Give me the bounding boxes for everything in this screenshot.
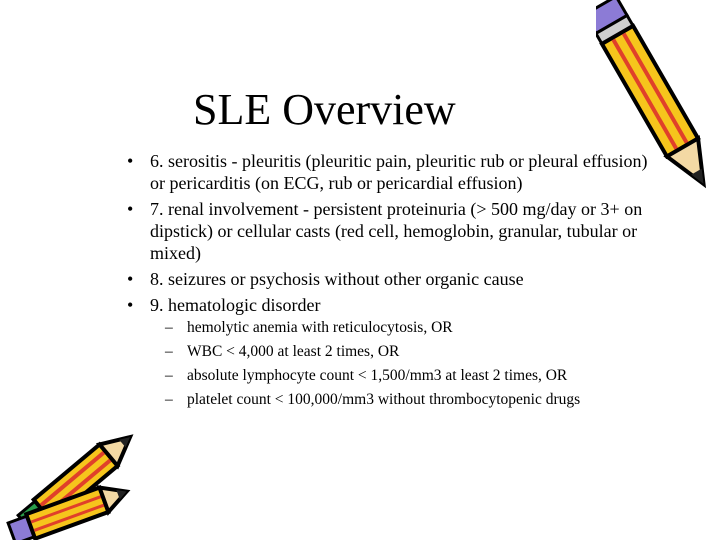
sub-bullet-text: platelet count < 100,000/mm3 without thrombocytopenic drugs xyxy=(187,391,581,408)
sub-bullet-item xyxy=(165,340,685,364)
bullet-text: 6. serositis - pleuritis (pleuritic pain, pleuritic rub or pleural effusion) or pericarditis (on ECG, rub or pericardial effusion) xyxy=(150,151,648,193)
bullet-marker: • xyxy=(127,151,134,171)
sub-bullet-text: absolute lymphocyte count < 1,500/mm3 at least 2 times, OR xyxy=(187,367,568,384)
sub-bullet-item xyxy=(165,316,685,340)
sub-bullet-item xyxy=(165,388,685,412)
slide-title: SLE Overview xyxy=(193,85,456,134)
bullet-item xyxy=(127,268,667,290)
bullet-item xyxy=(127,294,667,316)
bullet-item xyxy=(127,198,667,264)
pencil-icon-bottom-left xyxy=(0,425,150,540)
bullet-text: 8. seizures or psychosis without other organic cause xyxy=(150,269,524,289)
bullet-marker: • xyxy=(127,199,134,219)
dash-marker: – xyxy=(165,391,173,408)
dash-marker: – xyxy=(165,343,173,360)
bullet-item xyxy=(127,150,667,194)
sub-bullet-text: hemolytic anemia with reticulocytosis, OR xyxy=(187,319,453,336)
bullet-text: 7. renal involvement - persistent proteinuria (> 500 mg/day or 3+ on dipstick) or cellular casts (red cell, hemoglobin, granular, tubular or mixed) xyxy=(150,199,643,263)
bullet-list xyxy=(127,150,667,320)
bullet-marker: • xyxy=(127,295,134,315)
dash-marker: – xyxy=(165,319,173,336)
sub-bullet-text: WBC < 4,000 at least 2 times, OR xyxy=(187,343,400,360)
bullet-marker: • xyxy=(127,269,134,289)
dash-marker: – xyxy=(165,367,173,384)
sub-bullet-item xyxy=(165,364,685,388)
bullet-text: 9. hematologic disorder xyxy=(150,295,321,315)
sub-bullet-list xyxy=(165,316,685,412)
